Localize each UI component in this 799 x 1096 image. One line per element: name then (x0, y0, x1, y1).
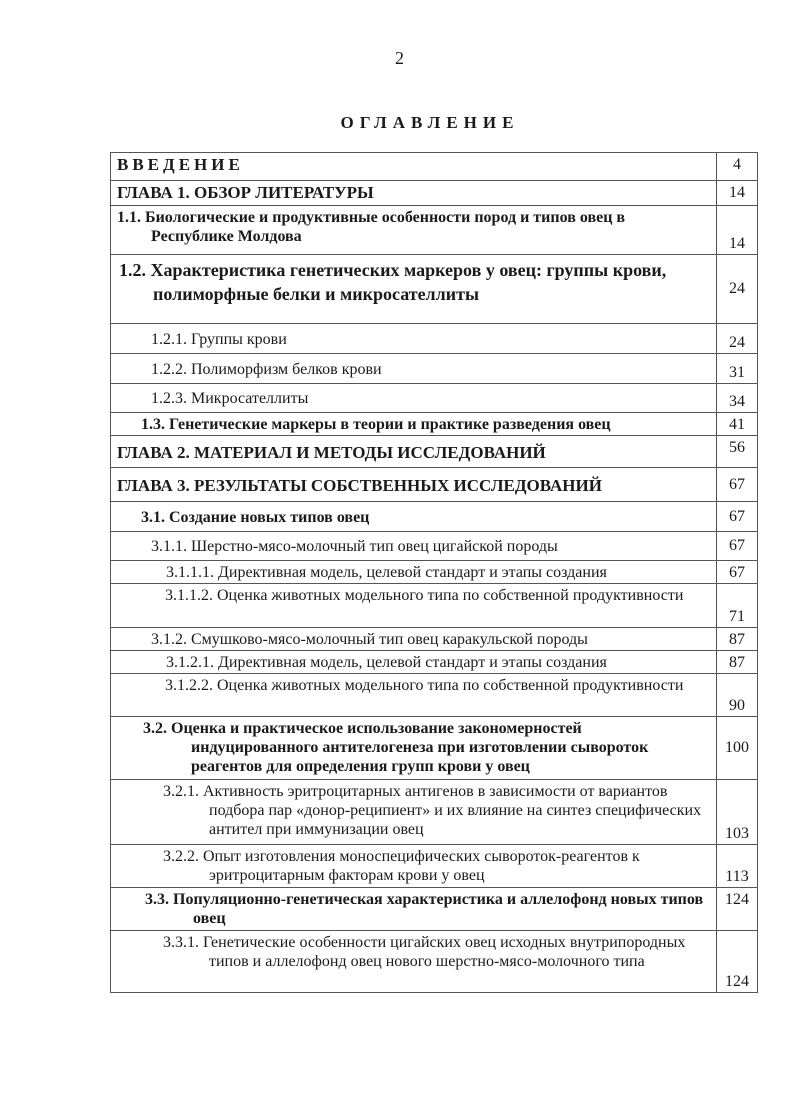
toc-row (111, 502, 758, 532)
toc-entry-title: 3.1.2. Смушково-мясо-молочный тип овец каракульской породы (111, 628, 717, 651)
toc-row (111, 468, 758, 502)
toc-entry-page: 67 (717, 561, 758, 584)
toc-row (111, 651, 758, 674)
toc-row (111, 780, 758, 845)
toc-entry-page: 87 (717, 651, 758, 674)
toc-entry-page: 67 (717, 532, 758, 561)
toc-entry-title: 1.2.2. Полиморфизм белков крови (111, 354, 717, 384)
toc-row (111, 532, 758, 561)
toc-title: ОГЛАВЛЕНИЕ (340, 113, 520, 132)
toc-entry-page: 90 (717, 674, 758, 717)
toc-entry-page: 103 (717, 780, 758, 845)
toc-entry-title: 3.1.1.2. Оценка животных модельного типа по собственной продуктивности (111, 584, 717, 628)
toc-row (111, 413, 758, 436)
toc-row (111, 888, 758, 931)
toc-row (111, 324, 758, 354)
toc-table (110, 152, 758, 993)
toc-entry-title: ГЛАВА 2. МАТЕРИАЛ И МЕТОДЫ ИССЛЕДОВАНИЙ (111, 436, 717, 468)
toc-entry-title: 3.1.1.1. Директивная модель, целевой стандарт и этапы создания (111, 561, 717, 584)
toc-row (111, 153, 758, 181)
toc-row (111, 255, 758, 324)
toc-entry-page: 67 (717, 502, 758, 532)
toc-row (111, 674, 758, 717)
toc-row (111, 354, 758, 384)
toc-entry-title: ВВЕДЕНИЕ (111, 153, 717, 181)
toc-row (111, 436, 758, 468)
toc-entry-page: 14 (717, 181, 758, 206)
toc-entry-page: 24 (717, 255, 758, 324)
toc-entry-page: 113 (717, 845, 758, 888)
toc-entry-title: 3.1. Создание новых типов овец (111, 502, 717, 532)
toc-entry-title: 1.2. Характеристика генетических маркеров у овец: группы крови, полиморфные белки и микросателлиты (111, 255, 717, 324)
toc-entry-title: ГЛАВА 3. РЕЗУЛЬТАТЫ СОБСТВЕННЫХ ИССЛЕДОВАНИЙ (111, 468, 717, 502)
toc-entry-page: 67 (717, 468, 758, 502)
toc-entry-title: ГЛАВА 1. ОБЗОР ЛИТЕРАТУРЫ (111, 181, 717, 206)
toc-entry-title: 3.2. Оценка и практическое использование закономерностей индуцированного антителогенеза при изготовлении сывороток реагентов для определения групп крови у овец (111, 717, 717, 780)
toc-entry-title: 1.3. Генетические маркеры в теории и практике разведения овец (111, 413, 717, 436)
toc-row (111, 206, 758, 255)
toc-entry-page: 124 (717, 888, 758, 931)
toc-row (111, 931, 758, 993)
toc-row (111, 717, 758, 780)
toc-row (111, 628, 758, 651)
toc-entry-page: 56 (717, 436, 758, 468)
toc-entry-title: 3.2.1. Активность эритроцитарных антигенов в зависимости от вариантов подбора пар «донор-реципиент» и их влияние на синтез специфических антител при иммунизации овец (111, 780, 717, 845)
toc-row (111, 181, 758, 206)
page-number: 2 (395, 48, 404, 68)
toc-entry-page: 41 (717, 413, 758, 436)
toc-entry-title: 3.1.2.1. Директивная модель, целевой стандарт и этапы создания (111, 651, 717, 674)
toc-entry-title: 3.1.2.2. Оценка животных модельного типа по собственной продуктивности (111, 674, 717, 717)
toc-entry-title: 1.2.1. Группы крови (111, 324, 717, 354)
toc-row (111, 845, 758, 888)
toc-entry-title: 3.3.1. Генетические особенности цигайских овец исходных внутрипородных типов и аллелофонд овец нового шерстно-мясо-молочного типа (111, 931, 717, 993)
toc-entry-page: 4 (717, 153, 758, 181)
toc-entry-page: 14 (717, 206, 758, 255)
toc-entry-page: 31 (717, 354, 758, 384)
toc-entry-page: 100 (717, 717, 758, 780)
toc-entry-title: 3.1.1. Шерстно-мясо-молочный тип овец цигайской породы (111, 532, 717, 561)
toc-row (111, 384, 758, 413)
toc-row (111, 561, 758, 584)
toc-entry-title: 1.2.3. Микросателлиты (111, 384, 717, 413)
toc-entry-page: 87 (717, 628, 758, 651)
toc-entry-title: 1.1. Биологические и продуктивные особенности пород и типов овец в Республике Молдова (111, 206, 717, 255)
toc-entry-page: 71 (717, 584, 758, 628)
toc-row (111, 584, 758, 628)
toc-entry-page: 124 (717, 931, 758, 993)
toc-entry-page: 24 (717, 324, 758, 354)
toc-entry-title: 3.3. Популяционно-генетическая характеристика и аллелофонд новых типов овец (111, 888, 717, 931)
toc-entry-title: 3.2.2. Опыт изготовления моноспецифических сывороток-реагентов к эритроцитарным факторам крови у овец (111, 845, 717, 888)
toc-entry-page: 34 (717, 384, 758, 413)
